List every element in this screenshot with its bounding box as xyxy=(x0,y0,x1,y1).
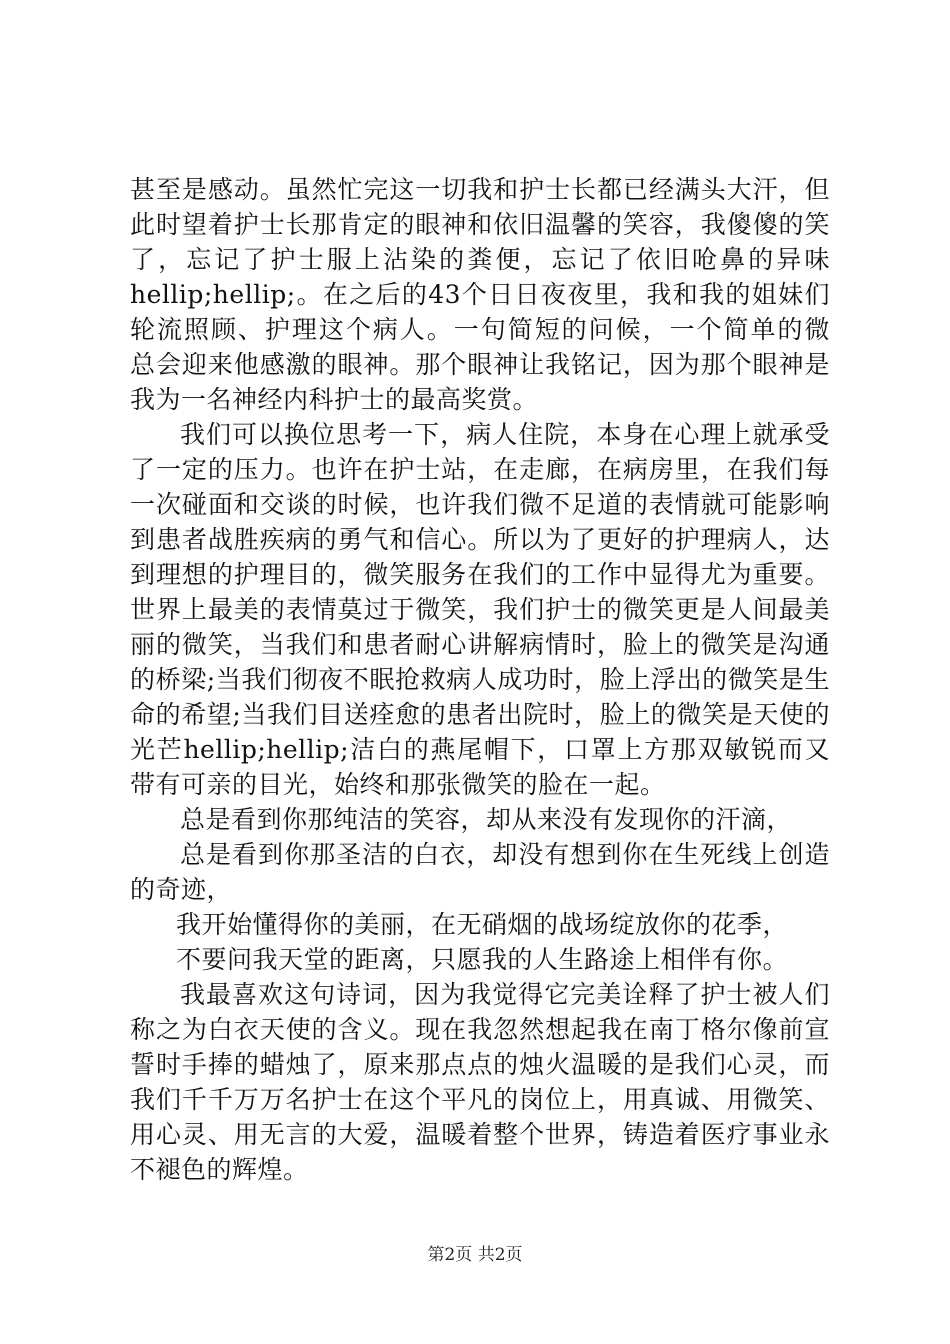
text-line: 的奇迹， xyxy=(130,875,233,904)
text-line: 甚至是感动。虽然忙完这一切我和护士长都已经满头大汗，但 xyxy=(130,175,830,204)
text-line: 我最喜欢这句诗词，因为我觉得它完美诠释了护士被人们 xyxy=(180,980,830,1009)
text-line: 不要问我天堂的距离，只愿我的人生路途上相伴有你。 xyxy=(176,945,789,974)
text-line: 的桥梁;当我们彻夜不眠抢救病人成功时，脸上浮出的微笑是生 xyxy=(130,665,830,694)
text-line: 命的希望;当我们目送痊愈的患者出院时，脸上的微笑是天使的 xyxy=(130,700,830,729)
text-line: 一次碰面和交谈的时候，也许我们微不足道的表情就可能影响 xyxy=(130,490,830,519)
text-line: 我开始懂得你的美丽，在无硝烟的战场绽放你的花季， xyxy=(176,910,789,939)
text-line: 了，忘记了护士服上沾染的粪便，忘记了依旧呛鼻的异味 xyxy=(130,245,830,274)
text-line: hellip;hellip;。在之后的43个日日夜夜里，我和我的姐妹们 xyxy=(130,280,830,309)
text-line: 不褪色的辉煌。 xyxy=(130,1155,309,1184)
text-line: 到患者战胜疾病的勇气和信心。所以为了更好的护理病人，达 xyxy=(130,525,830,554)
text-line: 轮流照顾、护理这个病人。一句简短的问候，一个简单的微 xyxy=(130,315,830,344)
text-line: 称之为白衣天使的含义。现在我忽然想起我在南丁格尔像前宣 xyxy=(130,1015,830,1044)
page-number-footer: 第2页 共2页 xyxy=(427,1245,523,1265)
text-line: 我们千千万万名护士在这个平凡的岗位上，用真诚、用微笑、 xyxy=(130,1085,830,1114)
text-line: 丽的微笑，当我们和患者耐心讲解病情时，脸上的微笑是沟通 xyxy=(130,630,830,659)
text-line: 光芒hellip;hellip;洁白的燕尾帽下，口罩上方那双敏锐而又 xyxy=(130,735,830,764)
text-line: 誓时手捧的蜡烛了，原来那点点的烛火温暖的是我们心灵，而 xyxy=(130,1050,830,1079)
text-line: 带有可亲的目光，始终和那张微笑的脸在一起。 xyxy=(130,770,666,799)
text-line: 世界上最美的表情莫过于微笑，我们护士的微笑更是人间最美 xyxy=(130,595,830,624)
text-line: 我们可以换位思考一下，病人住院，本身在心理上就承受 xyxy=(180,420,830,449)
text-line: 我为一名神经内科护士的最高奖赏。 xyxy=(130,385,539,414)
text-line: 总是看到你那圣洁的白衣，却没有想到你在生死线上创造 xyxy=(180,840,830,869)
text-line: 到理想的护理目的，微笑服务在我们的工作中显得尤为重要。 xyxy=(130,560,830,589)
text-line: 总会迎来他感激的眼神。那个眼神让我铭记，因为那个眼神是 xyxy=(130,350,830,379)
text-line: 总是看到你那纯洁的笑容，却从来没有发现你的汗滴， xyxy=(180,805,793,834)
text-line: 此时望着护士长那肯定的眼神和依旧温馨的笑容，我傻傻的笑 xyxy=(130,210,830,239)
text-line: 了一定的压力。也许在护士站，在走廊，在病房里，在我们每 xyxy=(130,455,830,484)
document-body xyxy=(130,172,830,1187)
text-line: 用心灵、用无言的大爱，温暖着整个世界，铸造着医疗事业永 xyxy=(130,1120,830,1149)
